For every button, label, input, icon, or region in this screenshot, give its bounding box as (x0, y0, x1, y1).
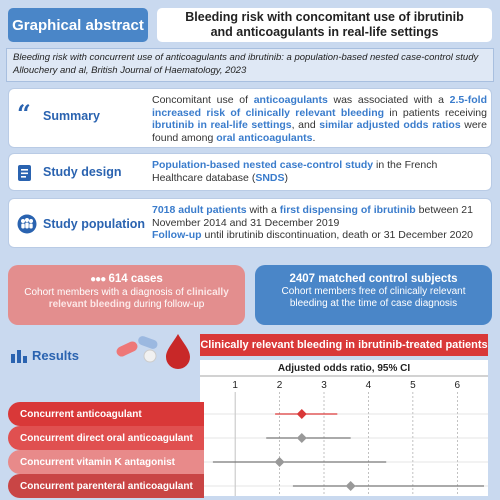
cases-box (8, 265, 245, 325)
study-design-text (152, 159, 487, 184)
design-t2: ) (284, 171, 289, 184)
cases-t1: Cohort members with a diagnosis of (24, 286, 187, 298)
cases-count: 614 cases (108, 273, 163, 285)
tick-label: 1 (232, 380, 238, 391)
cases-h1: clinically relevant bleeding (48, 286, 229, 310)
forest-plot-panel (200, 360, 488, 496)
graphical-abstract-badge (8, 8, 148, 42)
controls-count: 2407 matched control subjects (289, 273, 458, 285)
tick-label: 4 (365, 380, 372, 391)
summary-h3: ibrutinib in real-life settings (152, 119, 292, 131)
study-design-card (8, 153, 492, 191)
forest-row-label: Concurrent direct oral anticoagulant (8, 426, 204, 450)
document-icon (17, 164, 33, 187)
citation-title: Bleeding risk with concurrent use of anticoagulants and ibrutinib: a population-based nested case-control study (13, 52, 479, 63)
forest-plot-title: Clinically relevant bleeding in ibrutinib-treated patients (200, 334, 488, 356)
population-t1: with a (246, 204, 280, 216)
controls-box (255, 265, 492, 325)
cases-text (8, 287, 245, 312)
study-population-label: Study population (43, 217, 146, 231)
population-h3: Follow-up (152, 229, 202, 241)
people-group-icon (17, 213, 37, 240)
people-icon: ●●● (90, 274, 106, 285)
study-population-card (8, 198, 492, 248)
cases-t2: during follow-up (130, 299, 205, 310)
summary-t2: was associated with a (327, 94, 450, 106)
title-box (157, 8, 492, 42)
summary-card (8, 88, 492, 148)
results-label: Results (32, 348, 79, 363)
title-line-2: and anticoagulants in real-life settings (210, 25, 439, 39)
forest-plot (200, 360, 488, 496)
or-marker (346, 481, 356, 491)
citation (6, 48, 494, 82)
title-line-1: Bleeding risk with concomitant use of ibrutinib (185, 10, 464, 24)
bar-chart-icon (10, 346, 28, 369)
page-title (185, 10, 464, 40)
cases-count-row (8, 273, 245, 287)
summary-label: Summary (43, 109, 100, 123)
design-h1: Population-based nested case-control study (152, 159, 374, 171)
population-h1: 7018 adult patients (152, 204, 247, 216)
tick-label: 3 (321, 380, 327, 391)
or-marker (297, 409, 307, 419)
design-h2: SNDS (255, 171, 285, 184)
summary-text (152, 94, 487, 144)
tick-label: 2 (276, 380, 283, 391)
tick-label: 6 (454, 380, 461, 391)
summary-h5: oral anticoagulants (216, 131, 313, 144)
summary-t6: . (312, 131, 316, 144)
population-t2: between 21 November 2014 and 31 December 2019 (152, 204, 473, 229)
study-design-label: Study design (43, 165, 122, 179)
summary-t1: Concomitant use of (152, 94, 254, 106)
tick-label: 5 (410, 380, 416, 391)
axis-title: Adjusted odds ratio, 95% CI (277, 363, 411, 374)
summary-h4: similar adjusted odds ratios (319, 119, 461, 131)
population-h2: first dispensing of ibrutinib (279, 204, 416, 216)
forest-row-label: Concurrent anticoagulant (8, 402, 204, 426)
design-t1: in the French Healthcare database ( (152, 159, 438, 184)
summary-t4: , and (291, 119, 320, 131)
badge-text: Graphical abstract (12, 16, 144, 34)
or-marker (275, 457, 285, 467)
or-marker (297, 433, 307, 443)
population-t3: until ibrutinib discontinuation, death or 31 December 2020 (201, 229, 473, 241)
forest-row-label: Concurrent vitamin K antagonist (8, 450, 204, 474)
forest-row-label: Concurrent parenteral anticoagulant (8, 474, 204, 498)
summary-h1: anticoagulants (253, 94, 328, 106)
citation-authors: Allouchery and al, British Journal of Haematology, 2023 (13, 64, 247, 76)
summary-t5: were found among (152, 119, 488, 144)
quote-icon: “ (17, 99, 31, 128)
summary-t3: in patients receiving (384, 106, 487, 119)
controls-text: Cohort members free of clinically relevant bleeding at the time of case diagnosis (281, 285, 466, 309)
summary-h2: 2.5-fold increased risk of clinically relevant bleeding (152, 94, 487, 119)
drugs-blood-illustration (110, 330, 195, 375)
study-population-text (152, 204, 487, 242)
